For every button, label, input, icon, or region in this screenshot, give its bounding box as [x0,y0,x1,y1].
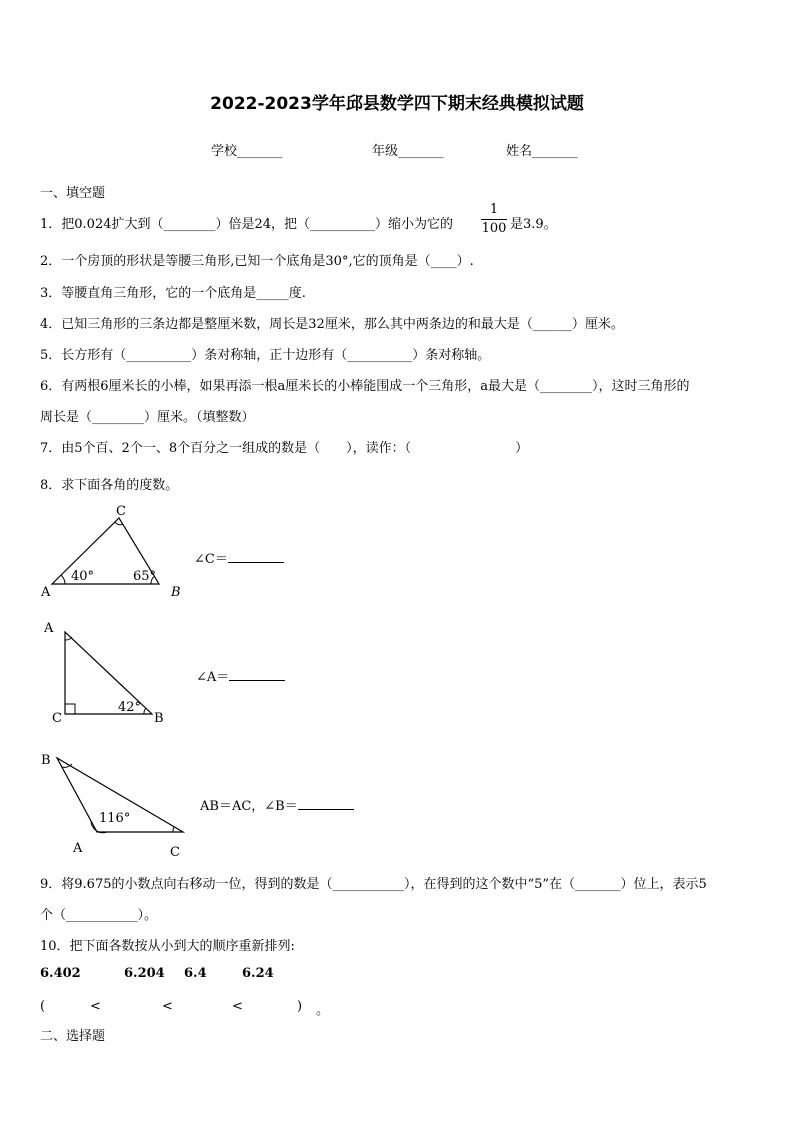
answer-angle-c-label: ∠C＝ [194,552,228,567]
order-less-than-3: < [232,999,243,1014]
question-9-line1: 9．将9.675的小数点向右移动一位，得到的数是（___________），在得到的这个数中“5”在（_______）位上，表示5 [40,877,707,892]
question-1-fraction [481,202,507,237]
question-5: 5．长方形有（__________）条对称轴，正十边形有（__________）条对称轴。 [40,348,491,363]
order-close-paren: ) [297,999,303,1014]
order-less-than-1: < [90,999,101,1014]
question-6-line1: 6．有两根6厘米长的小棒，如果再添一根a厘米长的小棒能围成一个三角形，a最大是（________），这时三角形的 [40,379,690,394]
angle-a-value: 116° [99,811,131,826]
vertex-c-label: C [52,711,62,726]
angle-b-value: 42° [118,700,142,715]
answer-angle-b-label: AB＝AC，∠B＝ [200,799,298,814]
answer-angle-b [200,795,354,814]
triangle-figure-1 [35,500,195,602]
angle-b-value: 65° [133,569,157,584]
order-period: 。 [316,1003,330,1018]
answer-blank [228,550,284,563]
question-6-line2: 周长是（________）厘米。（填整数） [40,410,255,425]
question-1-tail: 是3.9。 [510,217,557,232]
vertex-c-label: C [170,845,180,860]
answer-blank [229,668,285,681]
section-multiple-choice: 二、选择题 [40,1029,106,1044]
fraction-bar [481,219,507,220]
grade-field: 年级_______ [372,144,444,159]
section-fill-blank: 一、填空题 [40,186,106,201]
number-1: 6.402 [40,966,81,981]
number-2: 6.204 [124,966,165,981]
question-2: 2．一个房顶的形状是等腰三角形,已知一个底角是30°,它的顶角是（____）. [40,254,474,269]
number-4: 6.24 [242,966,274,981]
page-title: 2022-2023学年邱县数学四下期末经典模拟试题 [210,94,584,114]
question-7: 7．由5个百、2个一、8个百分之一组成的数是（ ），读作：（ ） [40,441,529,456]
answer-angle-c [194,548,284,567]
vertex-b-label: B [154,711,164,726]
question-3: 3．等腰直角三角形，它的一个底角是_____度. [40,286,306,301]
fraction-numerator: 1 [489,202,499,217]
angle-a-value: 40° [71,569,95,584]
order-less-than-2: < [162,999,173,1014]
question-10: 10．把下面各数按从小到大的顺序重新排列: [40,939,295,954]
question-9-line2: 个（___________）。 [40,908,158,923]
fraction-denominator: 100 [481,221,507,236]
triangle-figure-2 [40,618,180,726]
question-4: 4．已知三角形的三条边都是整厘米数，周长是32厘米，那么其中两条边的和最大是（______）厘米。 [40,317,624,332]
vertex-b-label: B [171,585,181,600]
question-1-text: 1．把0.024扩大到（________）倍是24，把（__________）缩小为它的 [40,217,454,232]
school-field: 学校_______ [211,144,283,159]
triangle-figure-3 [35,748,195,860]
answer-angle-a-label: ∠A＝ [196,670,230,685]
vertex-a-label: A [73,841,83,856]
name-field: 姓名_______ [506,144,578,159]
vertex-a-label: A [41,585,51,600]
number-3: 6.4 [184,966,207,981]
order-open-paren: ( [40,999,46,1014]
answer-angle-a [196,666,285,685]
answer-blank [298,797,354,810]
vertex-c-label: C [116,504,126,519]
vertex-a-label: A [44,621,54,636]
question-8: 8．求下面各角的度数。 [40,478,179,493]
vertex-b-label: B [41,753,51,768]
